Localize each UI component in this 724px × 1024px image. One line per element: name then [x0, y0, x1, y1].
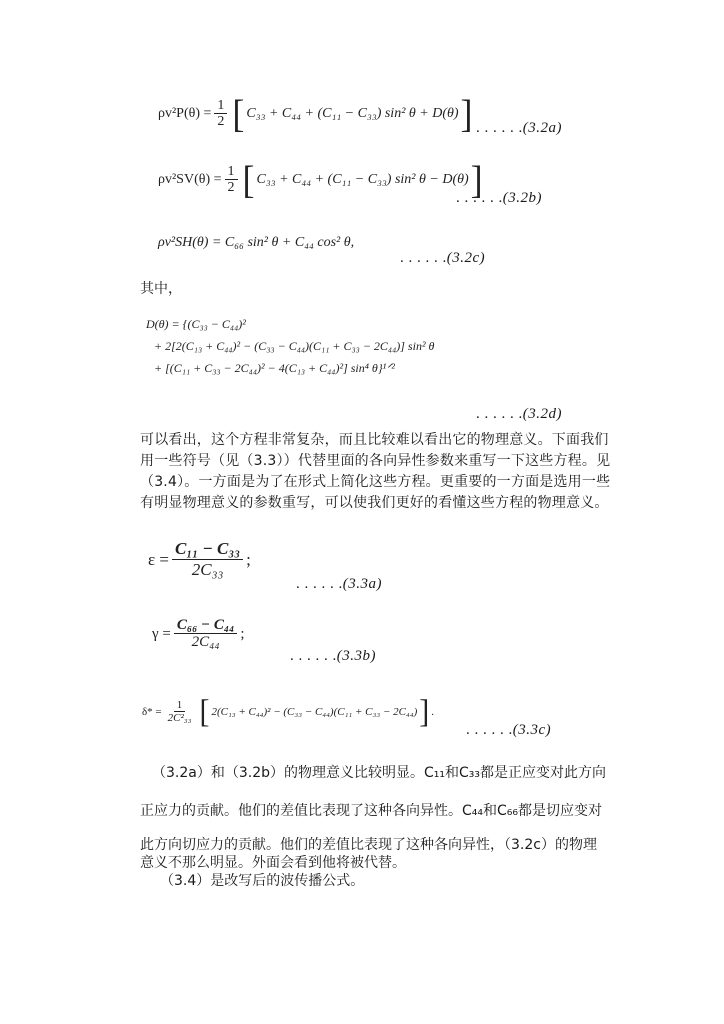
- equation-3-2c: [158, 232, 354, 254]
- paragraph-2-line-1: （3.2a）和（3.2b）的物理意义比较明显。C₁₁和C₃₃都是正应变对此方向: [152, 765, 606, 781]
- eq-3-3c-frac: $\frac{1}{\text{2C²₃₃}}$: [167, 699, 192, 725]
- eq-3-2b-number: (3.2b): [502, 190, 542, 206]
- eq-3-3c-label-row: . . . . . .(3.3c): [466, 722, 552, 738]
- eq-3-3a-number: (3.3a): [342, 576, 382, 592]
- eq-3-3b-label-row: . . . . . .(3.3b): [290, 648, 376, 664]
- eq-3-2d-label-row: . . . . . .(3.2d): [476, 406, 562, 422]
- eq-3-3a-lhs: ε =: [148, 550, 169, 569]
- paragraph-2-line-2: 正应力的贡献。他们的差值比表现了这种各向异性。C₄₄和C₆₆都是切应变对: [140, 803, 602, 819]
- eq-3-2d-line2: + 2[2(C₁₃ + C₄₄)² − (C₃₃ − C₄₄)(C₁₁ + C₃₃ − 2C₄₄)] sin² θ: [154, 339, 435, 353]
- eq-3-2a-number: (3.2a): [522, 120, 562, 136]
- eq-3-2d-line3: + [(C₁₁ + C₃₃ − 2C₄₄)² − 4(C₁₃ + C₄₄)²] sin⁴ θ}¹ᐟ²: [154, 361, 395, 375]
- equation-3-3c: δ* = $\frac{1}{\text{2C²₃₃}}$ [ 2(C₁₃ + C₄₄)² − (C₃₃ − C₄₄)(C₁₁ + C₃₃ − 2C₄₄) ] .: [142, 693, 434, 730]
- eq-3-3a-label-row: . . . . . .(3.3a): [296, 576, 382, 592]
- equation-3-2a: ρv²P(θ) = $\frac{1}{2}$ [ C₃₃ + C₄₄ + (C₁₁ − C₃₃) sin² θ + D(θ) ]: [158, 92, 473, 136]
- eq-3-2b-lhs: ρv²SV(θ) =: [158, 172, 222, 187]
- equation-3-3a: ε = $\frac{\text{C₁₁ − C₃₃}}{\text{2C₃₃}}$ ;: [148, 539, 251, 580]
- eq-3-3c-lhs: δ* =: [142, 706, 162, 718]
- paragraph-2-line-3: 此方向切应力的贡献。他们的差值比表现了这种各向异性，（3.2c）的物理: [140, 837, 597, 853]
- eq-3-3b-lhs: γ =: [152, 625, 171, 642]
- eq-3-2a-lhs: ρv²P(θ) =: [158, 106, 212, 121]
- eq-3-3c-number: (3.3c): [512, 722, 552, 738]
- eq-3-2a-body: C₃₃ + C₄₄ + (C₁₁ − C₃₃) sin² θ + D(θ): [246, 106, 459, 121]
- eq-3-2c-number: (3.2c): [446, 250, 486, 266]
- eq-3-2b-half: $\frac{1}{2}$: [225, 164, 238, 196]
- eq-3-2c-label-row: . . . . . .(3.2c): [400, 250, 486, 266]
- qizhong-text: 其中，: [140, 281, 182, 297]
- eq-3-2b-body: C₃₃ + C₄₄ + (C₁₁ − C₃₃) sin² θ − D(θ): [256, 172, 469, 187]
- equation-3-3b: γ = $\frac{\text{C₆₆ − C₄₄}}{\text{2C₄₄}}$ ;: [152, 616, 245, 651]
- eq-3-2a-half: $\frac{1}{2}$: [214, 98, 227, 130]
- eq-3-2d-number: (3.2d): [522, 406, 562, 422]
- equation-3-2d: [146, 304, 434, 388]
- eq-3-3b-number: (3.3b): [336, 648, 376, 664]
- eq-3-2c-text: ρv²SH(θ) = C₆₆ sin² θ + C₄₄ cos² θ,: [158, 235, 355, 250]
- paragraph-2-line-4: 意义不那么明显。外面会看到他将被代替。: [140, 855, 406, 871]
- eq-3-2a-label-row: . . . . . .(3.2a): [476, 120, 562, 136]
- paragraph-1: 可以看出，这个方程非常复杂，而且比较难以看出它的物理意义。下面我们用一些符号（见（3.3））代替里面的各向异性参数来重写一下这些方程。见（3.4）。一方面是为了在形式上简化这些方程。更重要的一方面是选用一些有明显物理意义的参数重写，可以使我们更好的看懂这些方程的物理意义。: [140, 432, 611, 511]
- eq-3-3a-frac: $\frac{\text{C₁₁ − C₃₃}}{\text{2C₃₃}}$: [172, 540, 243, 579]
- eq-3-3b-frac: $\frac{\text{C₆₆ − C₄₄}}{\text{2C₄₄}}$: [174, 617, 238, 652]
- eq-3-2b-label-row: . . . . . .(3.2b): [456, 190, 542, 206]
- eq-3-3c-body: 2(C₁₃ + C₄₄)² − (C₃₃ − C₄₄)(C₁₁ + C₃₃ − 2C₄₄): [211, 706, 418, 718]
- equation-3-2b: ρv²SV(θ) = $\frac{1}{2}$ [ C₃₃ + C₄₄ + (C₁₁ − C₃₃) sin² θ − D(θ) ]: [158, 158, 483, 202]
- paragraph-3: （3.4）是改写后的波传播公式。: [160, 873, 365, 889]
- eq-3-2d-line1: D(θ) = {(C₃₃ − C₄₄)²: [146, 317, 246, 331]
